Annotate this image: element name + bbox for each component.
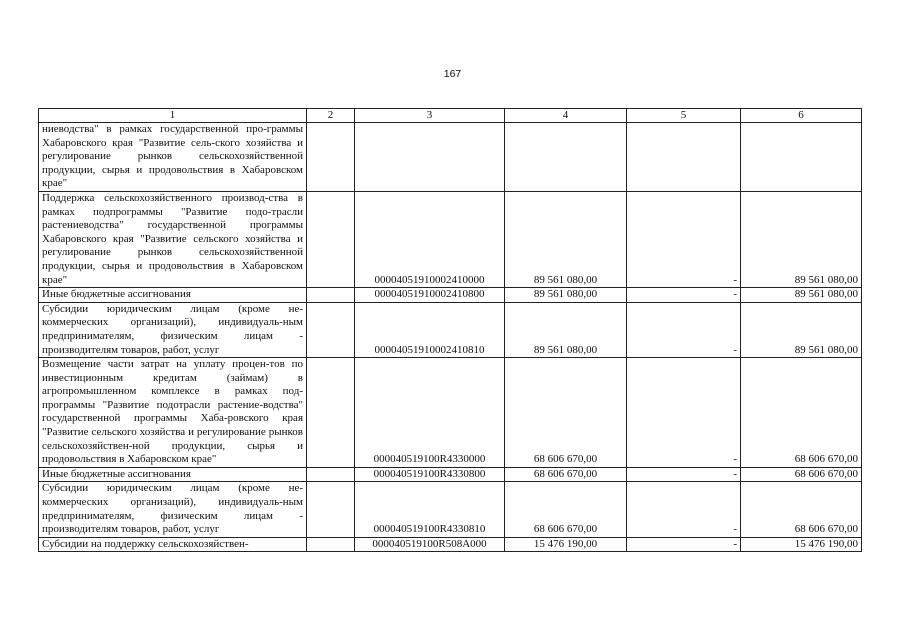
row-description: Субсидии юридическим лицам (кроме не-коммерческих организаций), индивидуаль-ным предпринимателям, физическим лицам - производителям товаров, работ, услуг: [39, 482, 307, 537]
row-code: 000040519100R4330000: [355, 358, 505, 468]
row-total: 68 606 670,00: [741, 358, 862, 468]
table-row: [39, 191, 862, 287]
row-col5: -: [627, 537, 741, 552]
row-amount: 68 606 670,00: [505, 482, 627, 537]
row-amount: 89 561 080,00: [505, 191, 627, 287]
row-col2: [307, 537, 355, 552]
row-total: [741, 123, 862, 192]
row-description: ниеводства" в рамках государственной про-граммы Хабаровского края "Развитие сель-ского хозяйства и регулирование рынков сельскохозяйственной продукции, сырья и продовольствия в Хабаровском крае": [39, 123, 307, 192]
header-col-2: 2: [307, 109, 355, 123]
row-code: 000040519100R508A000: [355, 537, 505, 552]
row-amount: 89 561 080,00: [505, 302, 627, 357]
row-col5: -: [627, 358, 741, 468]
row-col2: [307, 482, 355, 537]
row-total: 89 561 080,00: [741, 191, 862, 287]
page-number: 167: [443, 68, 462, 80]
row-code: [355, 123, 505, 192]
header-col-3: 3: [355, 109, 505, 123]
header-row: [39, 109, 862, 123]
row-col2: [307, 123, 355, 192]
row-col2: [307, 302, 355, 357]
row-col5: -: [627, 191, 741, 287]
row-amount: [505, 123, 627, 192]
row-amount: 15 476 190,00: [505, 537, 627, 552]
row-description: Поддержка сельскохозяйственного производ-ства в рамках подпрограммы "Развитие подо-трасли растениеводства" государственной программы Хабаровского края "Развитие сельского хозяйства и регулирование рынков сельскохозяйственной продукции, сырья и продовольствия в Хабаровском крае": [39, 191, 307, 287]
row-col5: -: [627, 288, 741, 303]
table-row: [39, 482, 862, 537]
row-col2: [307, 358, 355, 468]
table-row: [39, 467, 862, 482]
table-row: [39, 288, 862, 303]
table-row: [39, 302, 862, 357]
row-total: 68 606 670,00: [741, 482, 862, 537]
row-total: 89 561 080,00: [741, 288, 862, 303]
row-code: 000040519100R4330810: [355, 482, 505, 537]
row-col2: [307, 467, 355, 482]
row-description: Иные бюджетные ассигнования: [39, 288, 307, 303]
header-col-4: 4: [505, 109, 627, 123]
table-row: [39, 537, 862, 552]
row-code: 00004051910002410800: [355, 288, 505, 303]
row-amount: 89 561 080,00: [505, 288, 627, 303]
row-col5: -: [627, 302, 741, 357]
row-col5: -: [627, 467, 741, 482]
row-col5: [627, 123, 741, 192]
row-total: 68 606 670,00: [741, 467, 862, 482]
row-code: 00004051910002410810: [355, 302, 505, 357]
header-col-5: 5: [627, 109, 741, 123]
row-description: Субсидии юридическим лицам (кроме не-коммерческих организаций), индивидуаль-ным предпринимателям, физическим лицам - производителям товаров, работ, услуг: [39, 302, 307, 357]
row-code: 00004051910002410000: [355, 191, 505, 287]
table-row: [39, 123, 862, 192]
header-col-6: 6: [741, 109, 862, 123]
row-code: 000040519100R4330800: [355, 467, 505, 482]
row-col2: [307, 191, 355, 287]
header-col-1: 1: [39, 109, 307, 123]
row-description: Возмещение части затрат на уплату процен-тов по инвестиционным кредитам (займам) в агропромышленном комплексе в рамках под-программы "Развитие подотрасли растение-водства" государственной программы Хаба-ровского края "Развитие сельского хозяйства и регулирование рынков сельскохозяйствен-ной продукции, сырья и продовольствия в Хабаровском крае": [39, 358, 307, 468]
row-description: Иные бюджетные ассигнования: [39, 467, 307, 482]
table-row: [39, 358, 862, 468]
row-col5: -: [627, 482, 741, 537]
row-total: 89 561 080,00: [741, 302, 862, 357]
row-total: 15 476 190,00: [741, 537, 862, 552]
row-description: Субсидии на поддержку сельскохозяйствен-: [39, 537, 307, 552]
budget-table: [38, 108, 862, 552]
row-amount: 68 606 670,00: [505, 358, 627, 468]
row-amount: 68 606 670,00: [505, 467, 627, 482]
row-col2: [307, 288, 355, 303]
